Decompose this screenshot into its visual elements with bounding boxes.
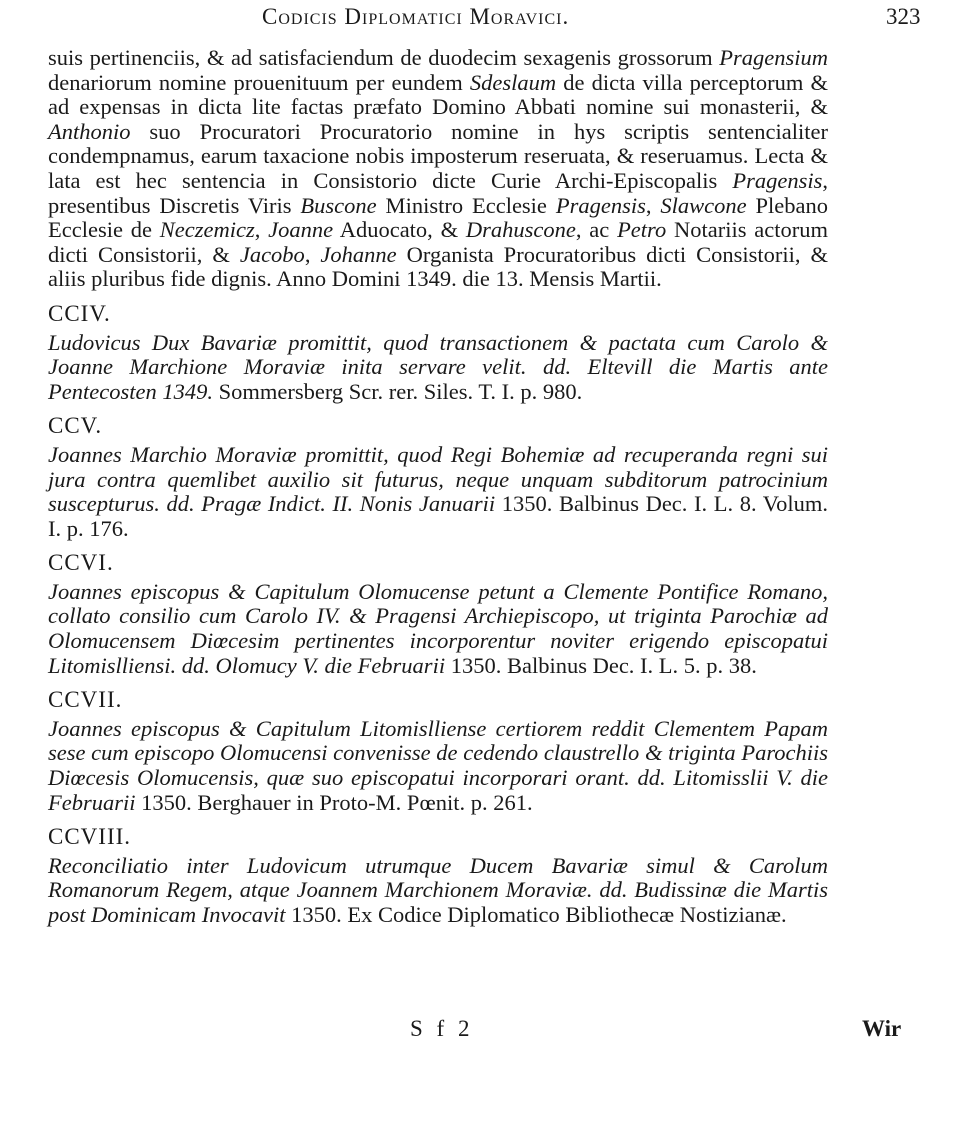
text-run: Organista Procuratoribus dicti Consistorii, & aliis pluribus fide dignis. Anno Domini 1349. die 13. Mensis Martii. [48, 241, 828, 292]
italic-text: Joannes episcopus & Capitulum Olomucense petunt a Clemente Pontifice Romano, collato consilio cum Carolo IV. & Pragensi Archiepiscopo, ut triginta Parochiæ ad Olomucensem Diœcesim pertinentes incorporentur noviter erigendo episcopatui Litomislliensi. dd. Olomucy V. die Februarii [48, 578, 828, 678]
italic-text: Joannes episcopus & Capitulum Litomislliense certiorem reddit Clementem Papam sese cum episcopo Olomucensi convenisse de cedendo claustrello & triginta Parochiis Diœcesis Olomucensis, quæ suo episcopatui incorporari orant. dd. Litomisslii V. die Februarii [48, 715, 828, 815]
text-run: , [304, 241, 321, 267]
text-run: , presentibus Discretis Viris [48, 167, 828, 218]
entry-text [48, 331, 828, 405]
italic-text: Joanne [268, 217, 334, 243]
entries-list [48, 302, 828, 928]
italic-text: Pragensis [732, 167, 823, 193]
text-run: 1350. Balbinus Dec. I. L. 5. p. 38. [445, 652, 757, 678]
intro-paragraph [48, 46, 828, 292]
text-run: 1350. Balbinus Dec. I. L. 8. Volum. I. p. 176. [48, 491, 829, 541]
italic-text: Drahuscone [465, 217, 576, 243]
signature-mark: S f 2 [410, 1016, 474, 1041]
text-run: , ac [575, 217, 618, 243]
text-run: Aduocato, & [333, 217, 466, 243]
italic-text: Sdeslaum [469, 69, 557, 95]
italic-text: Petro [617, 217, 667, 243]
text-run: Notariis actorum dicti Consistorii, & [48, 217, 829, 267]
body-text [48, 46, 828, 928]
text-run: Sommersberg Scr. rer. Siles. T. I. p. 980. [212, 378, 583, 404]
entry-number: CCVI. [48, 550, 114, 576]
italic-text: Pragensis [555, 192, 646, 218]
italic-text: Slawcone [660, 192, 747, 218]
text-run: Plebano Ecclesie de [48, 192, 828, 243]
text-run: suis pertinenciis, & ad satisfaciendum de duodecim sexagenis grossorum [48, 45, 720, 70]
italic-text: Ludovicus Dux Bavariæ promittit, quod transactionem & pactata cum Carolo & Joanne Marchione Moraviæ inita servare velit. dd. Eltevill die Martis ante Pentecosten 1349. [48, 329, 828, 404]
italic-text: Reconciliatio inter Ludovicum utrumque Ducem Bavariæ simul & Carolum Romanorum Regem, atque Joannem Marchionem Moraviæ. dd. Budissinæ die Martis post Dominicam Invocavit [48, 852, 828, 927]
entry-text [48, 854, 828, 928]
text-run: Ministro Ecclesie [376, 192, 556, 218]
italic-text: Pragensium [719, 45, 828, 70]
entry-text [48, 717, 828, 815]
italic-text: Joannes Marchio Moraviæ promittit, quod Regi Bohemiæ ad recuperanda regni sui jura contra quemlibet auxilio sit futurus, neque unquam subditorum patrocinium suscepturus. dd. Pragæ Indict. II. Nonis Januarii [48, 441, 828, 517]
entry-text [48, 443, 828, 541]
entry-text [48, 580, 828, 678]
italic-text: Anthonio [48, 118, 131, 144]
text-run: denariorum nomine prouenituum per eundem [48, 69, 470, 95]
catchword: Wir [862, 1016, 902, 1041]
italic-text: Neczemicz [159, 217, 255, 243]
entry-number: CCV. [48, 413, 103, 439]
text-run: 1350. Berghauer in Proto-M. Pœnit. p. 261. [135, 789, 533, 815]
text-run: 1350. Ex Codice Diplomatico Bibliothecæ Nostizianæ. [285, 902, 787, 927]
italic-text: Buscone [300, 192, 377, 218]
page-footer [0, 1016, 960, 1046]
running-head: Codicis Diplomatici Moravici. [262, 4, 570, 29]
page-header [0, 4, 960, 40]
text-run: suo Procuratori Procuratorio nomine in hys scriptis sentencialiter condempnamus, earum taxacione nobis imposterum reseruata, & reseruamus. Lecta & lata est hec sentencia in Consistorio dicte Curie Archi-Episcopalis [48, 118, 828, 193]
italic-text: Jacobo [239, 241, 305, 267]
page-number: 323 [886, 4, 921, 29]
entry-number: CCVIII. [48, 824, 132, 850]
italic-text: Johanne [320, 241, 397, 267]
text-run: , [645, 192, 661, 218]
entry-number: CCVII. [48, 687, 123, 713]
text-run: de dicta villa perceptorum & ad expensas in dicta lite factas præfato Domino Abbati nomine sui monasterii, & [48, 69, 829, 120]
entry-number: CCIV. [48, 300, 111, 326]
text-run: , [254, 217, 269, 243]
